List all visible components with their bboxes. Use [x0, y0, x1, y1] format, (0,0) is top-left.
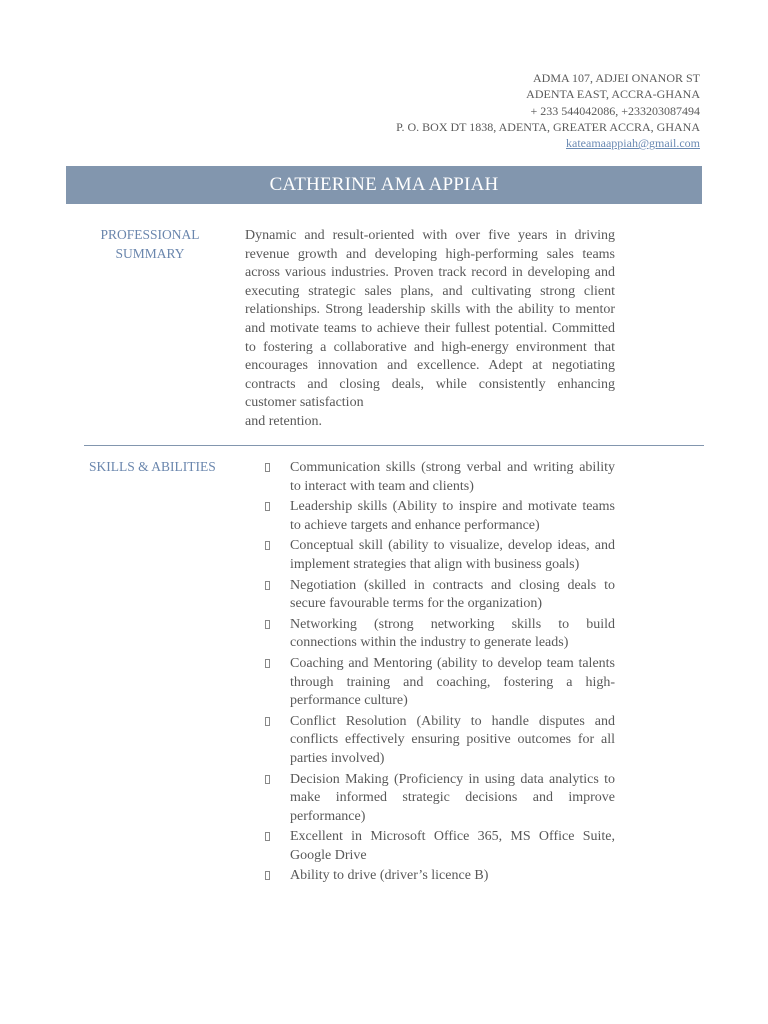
skill-text: Conceptual skill (ability to visualize, develop ideas, and implement strategies that align with business goals)	[290, 538, 615, 572]
skill-item	[264, 616, 615, 653]
skill-text: Networking (strong networking skills to build connections within the industry to generate leads)	[290, 616, 615, 651]
address-line-1: ADMA 107, ADJEI ONANOR ST	[532, 71, 700, 85]
skill-item	[264, 459, 615, 496]
bullet-icon	[265, 775, 270, 784]
skill-text: Decision Making (Proficiency in using data analytics to make informed strategic decisions and improve performance)	[290, 771, 615, 824]
skills-heading: SKILLS & ABILITIES	[89, 459, 216, 474]
skill-text: Communication skills (strong verbal and writing ability to interact with team and clients)	[290, 460, 615, 494]
skill-item	[264, 771, 615, 827]
summary-heading-line-1: PROFESSIONAL	[100, 227, 200, 242]
po-box: P. O. BOX DT 1838, ADENTA, GREATER ACCRA, GHANA	[396, 119, 700, 134]
summary-text: Dynamic and result-oriented with over five years in driving revenue growth and developing high-performing sales teams across various industries. Proven track record in developing and executing strategic sales plans, and cultivating strong client relationships. Strong leadership skills with the ability to mentor and motivate teams to achieve their fullest potential. Committed to fostering a collaborative and high-energy environment that encourages innovation and excellence. Adept at negotiating contracts and closing deals, while consistently enhancing customer satisfaction	[245, 228, 615, 411]
skill-item	[264, 655, 615, 711]
candidate-name: CATHERINE AMA APPIAH	[269, 174, 499, 195]
bullet-icon	[265, 581, 270, 590]
summary-text-end: and retention.	[245, 413, 322, 429]
skill-text: Leadership skills (Ability to inspire and motivate teams to achieve targets and enhance performance)	[290, 499, 615, 533]
skill-item	[264, 577, 615, 614]
skill-item	[264, 498, 615, 535]
professional-summary	[245, 227, 615, 432]
phone-numbers: + 233 544042086, +233203087494	[530, 103, 700, 118]
bullet-icon	[265, 717, 270, 726]
skill-text: Coaching and Mentoring (ability to develop team talents through training and coaching, fostering a high-performance culture)	[290, 655, 615, 709]
skill-text: Conflict Resolution (Ability to handle disputes and conflicts effectively ensuring positive outcomes for all parties involved)	[290, 713, 615, 766]
bullet-icon	[265, 463, 270, 472]
section-divider	[84, 445, 704, 446]
skill-item	[264, 867, 615, 886]
skill-item	[264, 537, 615, 574]
skill-item	[264, 713, 615, 769]
bullet-icon	[265, 871, 270, 880]
skill-text: Excellent in Microsoft Office 365, MS Office Suite, Google Drive	[290, 829, 615, 863]
skill-text: Negotiation (skilled in contracts and closing deals to secure favourable terms for the organization)	[290, 577, 615, 612]
bullet-icon	[265, 832, 270, 841]
bullet-icon	[265, 502, 270, 511]
bullet-icon	[265, 620, 270, 629]
professional-summary-heading	[92, 225, 208, 263]
contact-block	[396, 70, 700, 151]
address-line-2: ADENTA EAST, ACCRA-GHANA	[526, 87, 700, 102]
skills-list	[264, 459, 615, 888]
bullet-icon	[265, 541, 270, 550]
email-link[interactable]: kateamaappiah@gmail.com	[566, 136, 700, 151]
bullet-icon	[265, 659, 270, 668]
skill-item	[264, 828, 615, 865]
skill-text: Ability to drive (driver’s licence B)	[290, 868, 489, 884]
summary-heading-line-2: SUMMARY	[115, 246, 185, 261]
name-banner	[66, 166, 702, 204]
